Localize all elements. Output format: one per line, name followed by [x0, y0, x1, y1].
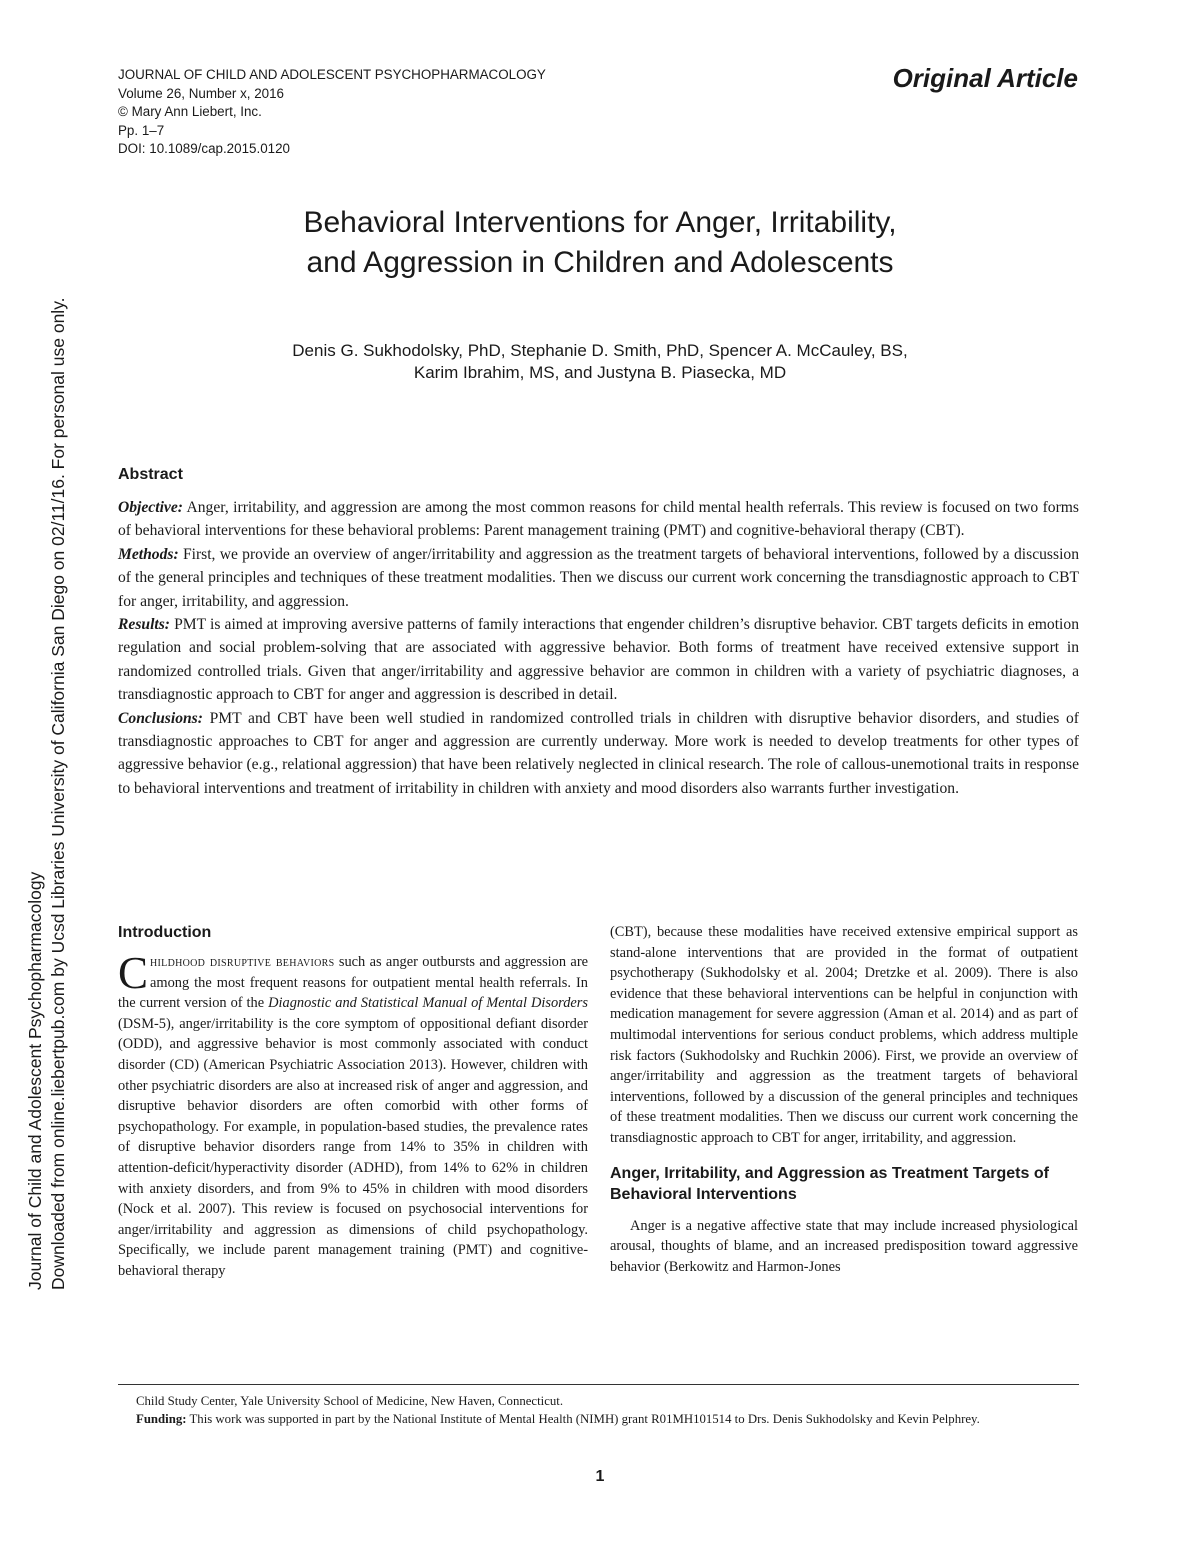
footnote-divider — [118, 1384, 1079, 1385]
affiliation-note: Child Study Center, Yale University School of Medicine, New Haven, Connecticut. — [136, 1394, 564, 1408]
funding-text: This work was supported in part by the National Institute of Mental Health (NIMH) grant R01MH101514 to Drs. Denis Sukhodolsky and Kevin Pelphrey. — [186, 1411, 980, 1426]
intro-text-a: such as anger outbursts and aggression are among the most frequent reasons for outpatient mental health referrals. In the current version of the — [118, 954, 588, 1012]
targets-paragraph: Anger is a negative affective state that may include increased physiological arousal, thoughts of blame, and an increased predisposition toward aggressive behavior (Berkowitz and Harmon-Jones — [610, 1217, 1078, 1275]
objective-label: Objective: — [118, 499, 183, 516]
intro-smallcaps: hildhood disruptive behaviors — [150, 954, 335, 970]
page-number: 1 — [595, 1468, 605, 1485]
journal-name: JOURNAL OF CHILD AND ADOLESCENT PSYCHOPHARMACOLOGY — [118, 67, 546, 82]
methods-label: Methods: — [118, 545, 179, 563]
left-column — [118, 922, 588, 1282]
article-type: Original Article — [892, 63, 1078, 93]
journal-copyright: © Mary Ann Liebert, Inc. — [118, 104, 262, 119]
paper-title — [118, 203, 1082, 283]
conclusions-label: Conclusions: — [118, 709, 203, 727]
funding-note — [118, 1411, 1079, 1429]
side-download-line: Downloaded from online.liebertpub.com by Ucsd Libraries University of California San Diego on 02/11/16. For personal use only. — [48, 297, 68, 1290]
conclusions-text: PMT and CBT have been well studied in randomized controlled trials in children with disruptive behavior disorders, and studies of transdiagnostic approaches to CBT for anger and aggression are currently underway. More work is needed to develop treatments for other types of aggressive behavior (e.g., relational aggression) that have been relatively neglected in clinical research. The role of callous-unemotional traits in response to behavioral interventions and treatment of irritability in children with anxiety and mood disorders also warrants further investigation. — [118, 709, 1079, 797]
title-line-1: Behavioral Interventions for Anger, Irritability, — [303, 206, 897, 239]
authors-line-1: Denis G. Sukhodolsky, PhD, Stephanie D. Smith, PhD, Spencer A. McCauley, BS, — [292, 341, 908, 360]
section-heading-targets: Anger, Irritability, and Aggression as Treatment Targets of Behavioral Interventions — [610, 1164, 1049, 1203]
journal-doi: DOI: 10.1089/cap.2015.0120 — [118, 141, 290, 156]
abstract-objective — [118, 496, 1079, 543]
funding-label: Funding: — [136, 1411, 187, 1426]
results-label: Results: — [118, 616, 170, 634]
methods-text: First, we provide an overview of anger/irritability and aggression as the treatment targets of behavioral interventions, followed by a discussion of the general principles and techniques of these treatment modalities. Then we discuss our current work concerning the transdiagnostic approach to CBT for anger, irritability, and aggression. — [118, 545, 1079, 610]
authors-line-2: Karim Ibrahim, MS, and Justyna B. Piasecka, MD — [413, 363, 787, 382]
introduction-heading: Introduction — [118, 924, 212, 941]
footnotes — [118, 1393, 1079, 1428]
journal-pages: Pp. 1–7 — [118, 122, 165, 138]
abstract-heading: Abstract — [118, 466, 183, 483]
right-column — [610, 922, 1078, 1277]
title-line-2: and Aggression in Children and Adolescents — [306, 246, 894, 279]
intro-text-b: (DSM-5), anger/irritability is the core symptom of oppositional defiant disorder (ODD), and aggressive behavior is most commonly associated with conduct disorder (CD) (American Psychiatric Association 2013). However, children with other psychiatric disorders are also at increased risk of anger and aggression, and disruptive behavior disorders are often comorbid with other forms of psychopathology. For example, in population-based studies, the prevalence rates of disruptive behavior disorders range from 14% to 35% in children with attention-deficit/hyperactivity disorder (ADHD), from 14% to 62% in children with anxiety disorders, and from 9% to 45% in children with mood disorders (Nock et al. 2007). This review is focused on psychosocial interventions for anger/irritability and aggression as dimensions of child psychopathology. Specifically, we include parent management training (PMT) and cognitive-behavioral therapy — [118, 1015, 588, 1279]
abstract-conclusions — [118, 707, 1079, 801]
introduction-continued: (CBT), because these modalities have received extensive empirical support as stand-alone interventions that are provided in the format of outpatient psychotherapy (Sukhodolsky et al. 2004; Dretzke et al. 2009). There is also evidence that these behavioral interventions can be helpful in conjunction with medication management for severe aggression (Aman et al. 2014) and as part of multimodal interventions for serious conduct problems, which address multiple risk factors (Sukhodolsky and Ruchkin 2006). First, we provide an overview of anger/irritability and aggression as the treatment targets of behavioral interventions, followed by a discussion of the general principles and techniques of these treatment modalities. Then we discuss our current work concerning the transdiagnostic approach to CBT for anger, irritability, and aggression. — [610, 924, 1078, 1146]
journal-volume: Volume 26, Number x, 2016 — [118, 85, 284, 101]
author-list — [118, 340, 1082, 384]
download-notice — [24, 260, 72, 1290]
results-text: PMT is aimed at improving aversive patterns of family interactions that engender children’s disruptive behavior. CBT targets deficits in emotion regulation and social problem-solving that are associated with aggressive behavior. Both forms of treatment have received extensive support in randomized controlled trials. Given that anger/irritability and aggressive behavior are common in children with a variety of psychiatric diagnoses, a transdiagnostic approach to CBT for anger and aggression is described in detail. — [118, 616, 1079, 704]
drop-cap: C — [118, 948, 149, 998]
abstract-methods — [118, 543, 1079, 613]
side-journal-name: Journal of Child and Adolescent Psychopharmacology — [25, 871, 45, 1290]
introduction-paragraph — [118, 948, 589, 1282]
objective-text: Anger, irritability, and aggression are among the most common reasons for child mental health referrals. This review is focused on two forms of behavioral interventions for these behavioral problems: Parent management training (PMT) and cognitive-behavioral therapy (CBT). — [118, 499, 1079, 540]
abstract — [118, 496, 1079, 800]
dsm-title: Diagnostic and Statistical Manual of Mental Disorders — [268, 995, 589, 1012]
journal-info — [118, 66, 546, 159]
abstract-results — [118, 613, 1079, 707]
